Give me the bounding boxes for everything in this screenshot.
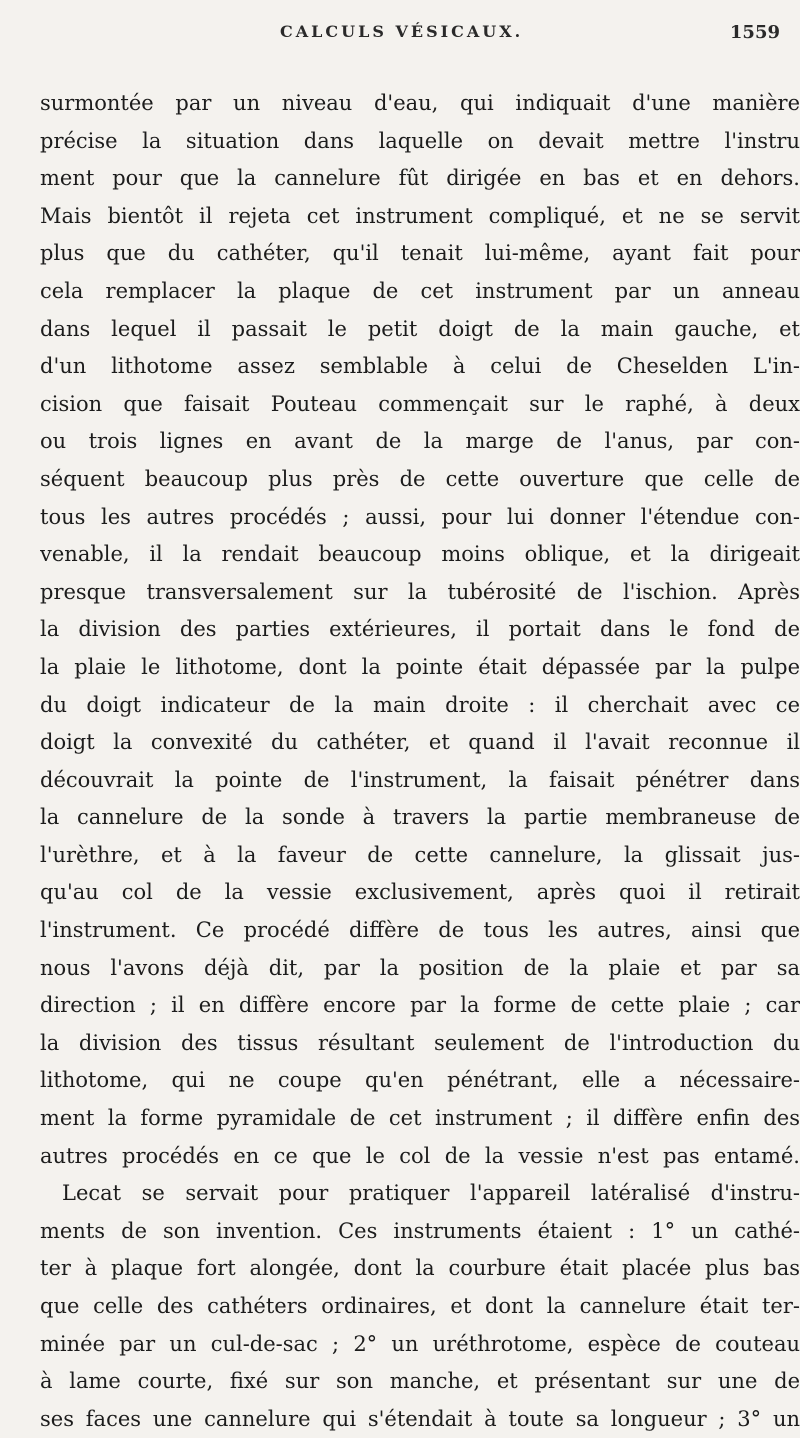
text-line: qu'au col de la vessie exclusivement, après quoi il retirait <box>40 880 800 905</box>
text-line: séquent beaucoup plus près de cette ouverture que celle de <box>40 466 800 491</box>
text-line: ses faces une cannelure qui s'étendait à toute sa longueur ; 3° un <box>40 1406 800 1431</box>
text-line: découvrait la pointe de l'instrument, la faisait pénétrer dans <box>40 767 800 792</box>
text-line: que celle des cathéters ordinaires, et dont la cannelure était ter- <box>40 1294 800 1318</box>
text-line: Mais bientôt il rejeta cet instrument compliqué, et ne se servit <box>40 203 800 228</box>
text-line: plus que du cathéter, qu'il tenait lui-même, ayant fait pour <box>40 241 800 266</box>
text-line: lithotome, qui ne coupe qu'en pénétrant, elle a nécessaire- <box>40 1068 800 1093</box>
text-line: l'urèthre, et à la faveur de cette cannelure, la glissait jus- <box>40 842 800 867</box>
text-line: nous l'avons déjà dit, par la position de la plaie et par sa <box>40 955 800 980</box>
running-title: CALCULS VÉSICAUX. <box>280 22 524 41</box>
text-line: Lecat se servait pour pratiquer l'appareil latéralisé d'instru- <box>62 1181 800 1206</box>
text-line: ments de son invention. Ces instruments étaient : 1° un cathé- <box>40 1218 800 1243</box>
text-line: venable, il la rendait beaucoup moins oblique, et la dirigeait <box>40 542 800 567</box>
text-line: à lame courte, fixé sur son manche, et présentant sur une de <box>40 1369 800 1394</box>
text-line: dans lequel il passait le petit doigt de la main gauche, et <box>40 316 800 341</box>
running-head <box>0 14 800 54</box>
text-line: cela remplacer la plaque de cet instrument par un anneau <box>40 278 800 303</box>
text-line: du doigt indicateur de la main droite : il cherchait avec ce <box>40 692 800 717</box>
text-line: doigt la convexité du cathéter, et quand il l'avait reconnue il <box>40 730 800 755</box>
text-line: la division des tissus résultant seulement de l'introduction du <box>40 1030 800 1055</box>
text-line: d'un lithotome assez semblable à celui de Cheselden L'in- <box>40 354 800 379</box>
body-text <box>40 85 800 1438</box>
text-line: la division des parties extérieures, il portait dans le fond de <box>40 617 800 642</box>
text-line: ou trois lignes en avant de la marge de l'anus, par con- <box>40 429 800 454</box>
text-line: ter à plaque fort alongée, dont la courbure était placée plus bas <box>40 1256 800 1281</box>
text-line: tous les autres procédés ; aussi, pour lui donner l'étendue con- <box>40 504 800 529</box>
text-line: autres procédés en ce que le col de la vessie n'est pas entamé. <box>40 1143 800 1168</box>
text-line: la cannelure de la sonde à travers la partie membraneuse de <box>40 805 800 830</box>
text-line: la plaie le lithotome, dont la pointe était dépassée par la pulpe <box>40 654 800 679</box>
text-line: précise la situation dans laquelle on devait mettre l'instru <box>40 128 800 153</box>
text-line: minée par un cul-de-sac ; 2° un uréthrotome, espèce de couteau <box>40 1331 800 1356</box>
page-number: 1559 <box>729 22 780 43</box>
text-line: presque transversalement sur la tubérosité de l'ischion. Après <box>40 579 800 604</box>
text-line: ment pour que la cannelure fût dirigée en bas et en dehors. <box>40 166 800 191</box>
text-line: direction ; il en diffère encore par la forme de cette plaie ; car <box>40 993 800 1018</box>
text-line: cision que faisait Pouteau commençait sur le raphé, à deux <box>40 391 800 416</box>
text-line: l'instrument. Ce procédé diffère de tous les autres, ainsi que <box>40 918 800 943</box>
text-line: ment la forme pyramidale de cet instrument ; il diffère enfin des <box>40 1106 800 1131</box>
text-line: surmontée par un niveau d'eau, qui indiquait d'une manière <box>40 91 800 115</box>
